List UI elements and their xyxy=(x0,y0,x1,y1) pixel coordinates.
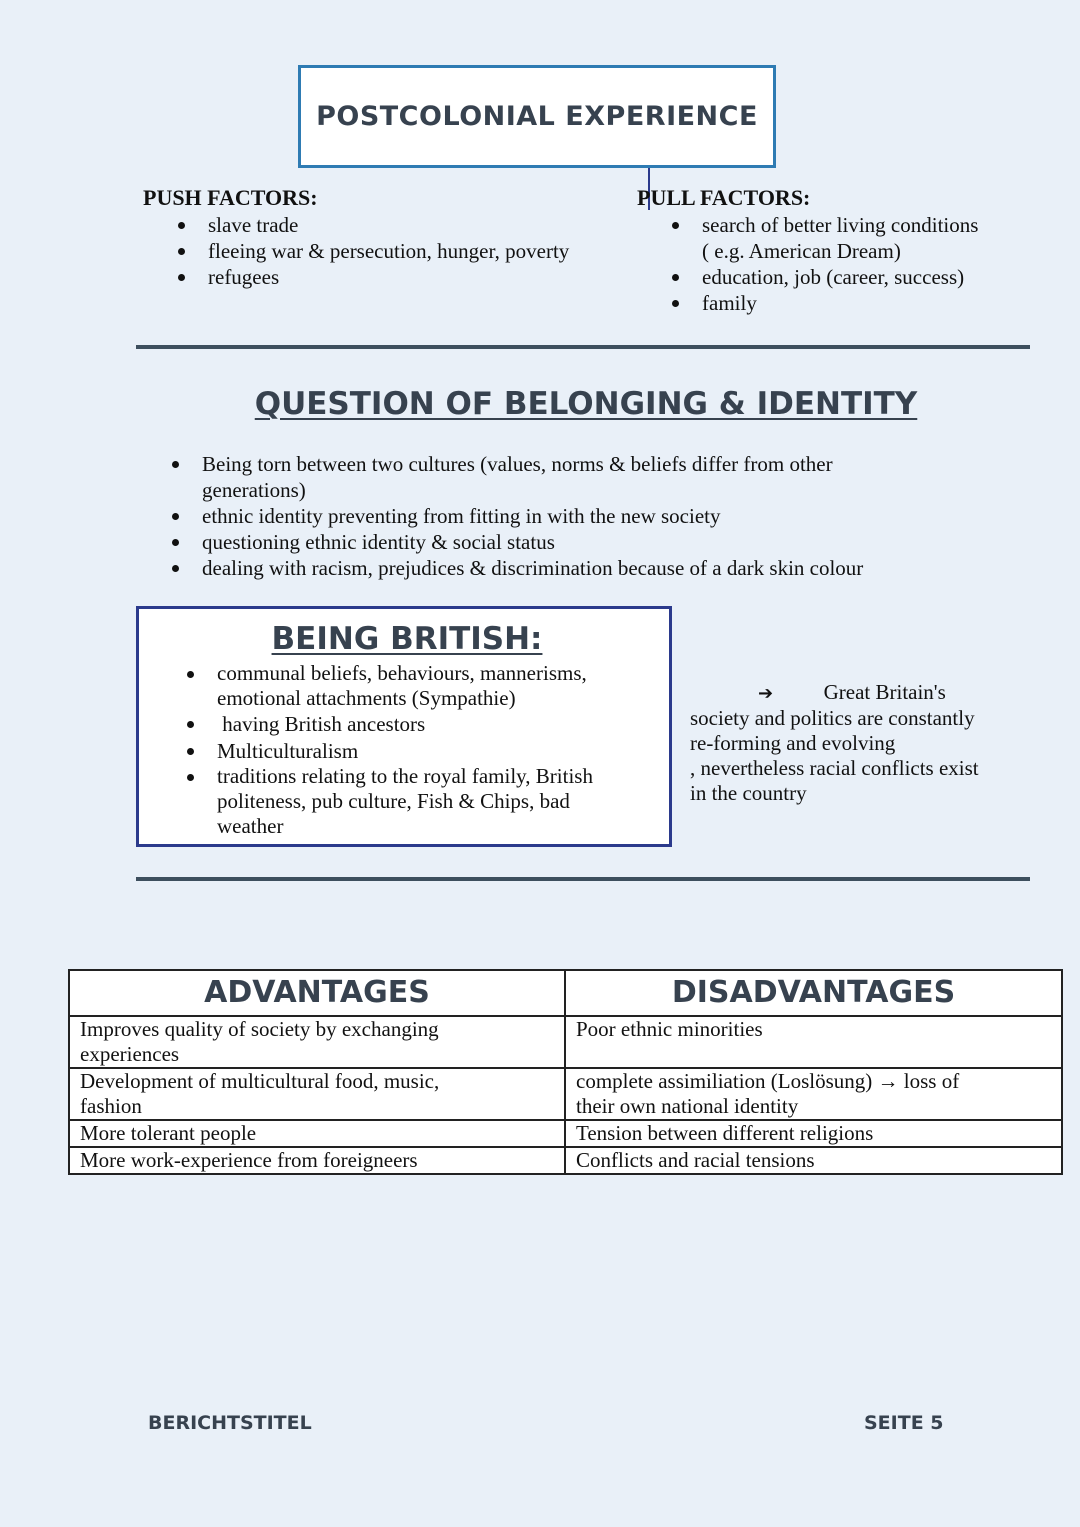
note-line: , nevertheless racial conflicts exist xyxy=(690,756,979,780)
list-item: family xyxy=(672,290,1037,316)
arrow-icon: ➔ xyxy=(758,683,774,704)
pull-factors-section xyxy=(637,185,1037,316)
note-line: society and politics are constantly xyxy=(690,706,975,730)
list-item-text: politeness, pub culture, Fish & Chips, bad xyxy=(217,789,570,813)
table-row xyxy=(69,1120,1062,1147)
push-factors-list xyxy=(178,212,633,290)
list-item-text: Being torn between two cultures (values, norms & beliefs differ from other xyxy=(202,452,833,476)
list-item: fleeing war & persecution, hunger, poverty xyxy=(178,238,633,264)
list-item xyxy=(172,451,1002,503)
table-header-row xyxy=(69,970,1062,1016)
being-british-box xyxy=(136,606,672,847)
list-item xyxy=(187,711,657,738)
table-cell: Improves quality of society by exchanging experiences xyxy=(69,1016,565,1068)
title-box xyxy=(298,65,776,168)
table-row xyxy=(69,1016,1062,1068)
divider xyxy=(136,345,1030,349)
note-line: Great Britain's xyxy=(823,680,946,704)
list-item xyxy=(672,212,1037,264)
list-item-text: emotional attachments (Sympathie) xyxy=(217,686,516,710)
page-title: POSTCOLONIAL EXPERIENCE xyxy=(316,101,758,132)
list-item xyxy=(187,764,657,839)
table-row xyxy=(69,1068,1062,1120)
table-cell: Tension between different religions xyxy=(565,1120,1062,1147)
push-factors-heading: PUSH FACTORS: xyxy=(143,185,318,210)
footer-page-number: SEITE 5 xyxy=(864,1412,944,1434)
divider xyxy=(136,877,1030,881)
table-row xyxy=(69,1147,1062,1174)
identity-heading: QUESTION OF BELONGING & IDENTITY xyxy=(254,386,918,422)
note-line: re-forming and evolving xyxy=(690,731,896,755)
table-cell: Development of multicultural food, music, fashion xyxy=(69,1068,565,1120)
table-cell: Poor ethnic minorities xyxy=(565,1016,1062,1068)
list-item-text: having British ancestors xyxy=(222,712,426,736)
table-cell: Conflicts and racial tensions xyxy=(565,1147,1062,1174)
list-item-text: weather xyxy=(217,814,284,838)
list-item: Multiculturalism xyxy=(187,738,657,764)
being-british-heading: BEING BRITISH: xyxy=(271,621,543,657)
table-cell: complete assimiliation (Loslösung) → loss of their own national identity xyxy=(565,1068,1062,1120)
list-item-text: search of better living conditions xyxy=(702,213,979,237)
push-factors-section xyxy=(143,185,633,290)
advantages-header: ADVANTAGES xyxy=(69,970,565,1016)
table-cell: More tolerant people xyxy=(69,1120,565,1147)
list-item: questioning ethnic identity & social status xyxy=(172,529,1002,555)
footer-report-title: BERICHTSTITEL xyxy=(148,1412,312,1434)
table-cell: More work-experience from foreigneers xyxy=(69,1147,565,1174)
list-item-text: communal beliefs, behaviours, mannerisms, xyxy=(217,661,587,685)
pull-factors-list xyxy=(672,212,1037,316)
list-item-text: traditions relating to the royal family, British xyxy=(217,764,593,788)
being-british-list xyxy=(187,661,657,839)
list-item xyxy=(187,661,657,711)
list-item: education, job (career, success) xyxy=(672,264,1037,290)
advantages-disadvantages-table xyxy=(68,969,1063,1175)
list-item: dealing with racism, prejudices & discrimination because of a dark skin colour xyxy=(172,555,1002,581)
disadvantages-header: DISADVANTAGES xyxy=(565,970,1062,1016)
great-britain-note xyxy=(690,680,1040,806)
identity-list xyxy=(172,451,1002,581)
note-line: in the country xyxy=(690,781,807,805)
list-item: refugees xyxy=(178,264,633,290)
pull-factors-heading: PULL FACTORS: xyxy=(637,185,811,210)
list-item-text: generations) xyxy=(202,478,306,502)
list-item: ethnic identity preventing from fitting in with the new society xyxy=(172,503,1002,529)
list-item-text: ( e.g. American Dream) xyxy=(702,239,901,263)
list-item: slave trade xyxy=(178,212,633,238)
